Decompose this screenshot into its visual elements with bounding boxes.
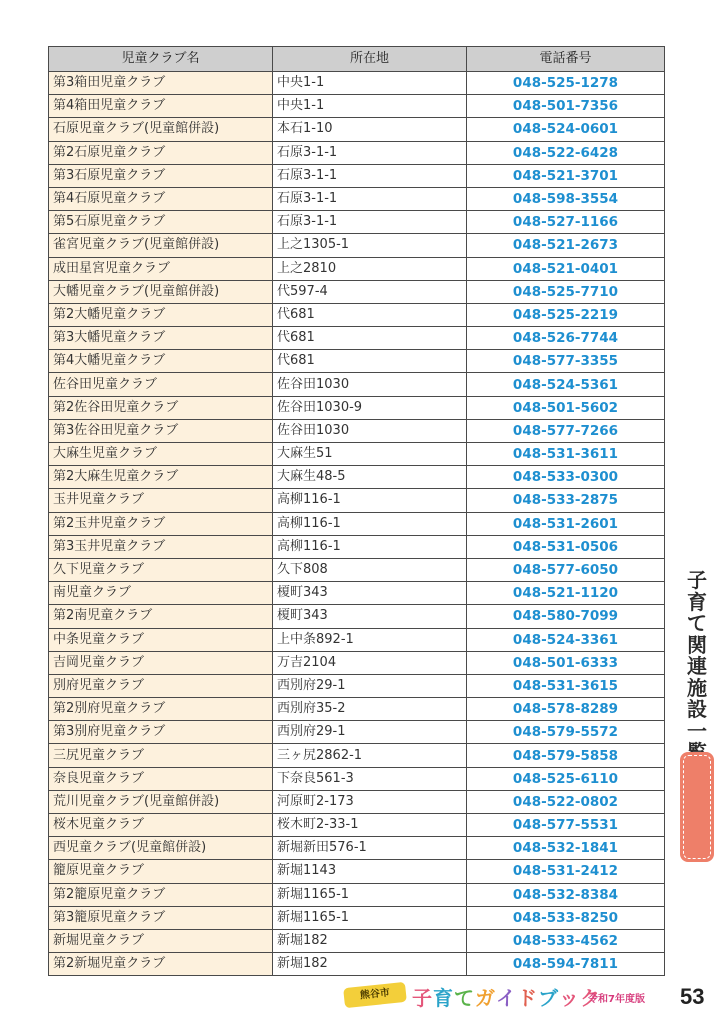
address-cell: 榎町343 — [273, 605, 467, 628]
table-row — [49, 837, 665, 860]
footer-edition: 令和7年度版 — [588, 994, 645, 1005]
phone-cell: 048-531-3611 — [467, 443, 665, 466]
phone-cell: 048-533-0300 — [467, 466, 665, 489]
address-cell: 石原3-1-1 — [273, 141, 467, 164]
table-row — [49, 605, 665, 628]
club-name-cell: 第2大麻生児童クラブ — [49, 466, 273, 489]
table-row — [49, 303, 665, 326]
phone-cell: 048-521-3701 — [467, 164, 665, 187]
phone-cell: 048-594-7811 — [467, 953, 665, 976]
phone-cell: 048-531-3615 — [467, 674, 665, 697]
club-name-cell: 第3大幡児童クラブ — [49, 327, 273, 350]
club-name-cell: 久下児童クラブ — [49, 558, 273, 581]
table-row — [49, 466, 665, 489]
club-name-cell: 吉岡児童クラブ — [49, 651, 273, 674]
table-row — [49, 350, 665, 373]
club-name-cell: 中条児童クラブ — [49, 628, 273, 651]
header-address: 所在地 — [273, 47, 467, 72]
club-name-cell: 三尻児童クラブ — [49, 744, 273, 767]
phone-cell: 048-526-7744 — [467, 327, 665, 350]
address-cell: 三ヶ尻2862-1 — [273, 744, 467, 767]
phone-cell: 048-524-3361 — [467, 628, 665, 651]
club-name-cell: 荒川児童クラブ(児童館併設) — [49, 790, 273, 813]
table-row — [49, 419, 665, 442]
table-row — [49, 721, 665, 744]
side-tab-title: 子 育 て 関 連 施 設 一 — [687, 568, 707, 743]
club-name-cell: 第4箱田児童クラブ — [49, 95, 273, 118]
table-row — [49, 211, 665, 234]
phone-cell: 048-525-1278 — [467, 72, 665, 95]
table-row — [49, 489, 665, 512]
address-cell: 石原3-1-1 — [273, 211, 467, 234]
table-row — [49, 443, 665, 466]
address-cell: 上之2810 — [273, 257, 467, 280]
club-name-cell: 第2玉井児童クラブ — [49, 512, 273, 535]
address-cell: 久下808 — [273, 558, 467, 581]
phone-cell: 048-525-2219 — [467, 303, 665, 326]
address-cell: 万吉2104 — [273, 651, 467, 674]
address-cell: 大麻生48-5 — [273, 466, 467, 489]
phone-cell: 048-578-8289 — [467, 698, 665, 721]
club-name-cell: 新堀児童クラブ — [49, 929, 273, 952]
table-header — [49, 47, 665, 72]
address-cell: 新堀182 — [273, 929, 467, 952]
club-name-cell: 桜木児童クラブ — [49, 814, 273, 837]
table-row — [49, 164, 665, 187]
table-row — [49, 141, 665, 164]
club-name-cell: 第4大幡児童クラブ — [49, 350, 273, 373]
footer-guidebook-logo: 子育てガイドブック — [412, 986, 601, 1010]
address-cell: 下奈良561-3 — [273, 767, 467, 790]
address-cell: 新堀1165-1 — [273, 883, 467, 906]
club-name-cell: 南児童クラブ — [49, 582, 273, 605]
table-row — [49, 883, 665, 906]
address-cell: 中央1-1 — [273, 95, 467, 118]
table-row — [49, 860, 665, 883]
phone-cell: 048-501-7356 — [467, 95, 665, 118]
phone-cell: 048-522-0802 — [467, 790, 665, 813]
table-row — [49, 929, 665, 952]
phone-cell: 048-598-3554 — [467, 187, 665, 210]
club-name-cell: 第2石原児童クラブ — [49, 141, 273, 164]
club-name-cell: 第3石原児童クラブ — [49, 164, 273, 187]
phone-cell: 048-533-8250 — [467, 906, 665, 929]
address-cell: 高柳116-1 — [273, 512, 467, 535]
table-row — [49, 953, 665, 976]
phone-cell: 048-522-6428 — [467, 141, 665, 164]
club-name-cell: 第2籠原児童クラブ — [49, 883, 273, 906]
club-name-cell: 奈良児童クラブ — [49, 767, 273, 790]
table-row — [49, 327, 665, 350]
phone-cell: 048-501-5602 — [467, 396, 665, 419]
table-row — [49, 257, 665, 280]
address-cell: 桜木町2-33-1 — [273, 814, 467, 837]
club-name-cell: 第5石原児童クラブ — [49, 211, 273, 234]
table-row — [49, 814, 665, 837]
phone-cell: 048-531-2601 — [467, 512, 665, 535]
table-row — [49, 535, 665, 558]
phone-cell: 048-531-2412 — [467, 860, 665, 883]
facility-table — [48, 46, 665, 976]
phone-cell: 048-580-7099 — [467, 605, 665, 628]
table-row — [49, 651, 665, 674]
phone-cell: 048-533-4562 — [467, 929, 665, 952]
phone-cell: 048-524-0601 — [467, 118, 665, 141]
address-cell: 佐谷田1030-9 — [273, 396, 467, 419]
club-name-cell: 玉井児童クラブ — [49, 489, 273, 512]
club-name-cell: 第3別府児童クラブ — [49, 721, 273, 744]
phone-cell: 048-577-5531 — [467, 814, 665, 837]
club-name-cell: 第3籠原児童クラブ — [49, 906, 273, 929]
club-name-cell: 第2別府児童クラブ — [49, 698, 273, 721]
phone-cell: 048-531-0506 — [467, 535, 665, 558]
club-name-cell: 第2大幡児童クラブ — [49, 303, 273, 326]
phone-cell: 048-521-2673 — [467, 234, 665, 257]
club-name-cell: 第2南児童クラブ — [49, 605, 273, 628]
address-cell: 上中条892-1 — [273, 628, 467, 651]
phone-cell: 048-524-5361 — [467, 373, 665, 396]
table-row — [49, 234, 665, 257]
phone-cell: 048-577-6050 — [467, 558, 665, 581]
address-cell: 代597-4 — [273, 280, 467, 303]
phone-cell: 048-579-5572 — [467, 721, 665, 744]
footer-city-badge: 熊谷市 — [343, 982, 407, 1008]
address-cell: 新堀1143 — [273, 860, 467, 883]
phone-cell: 048-577-7266 — [467, 419, 665, 442]
phone-cell: 048-525-6110 — [467, 767, 665, 790]
table-row — [49, 373, 665, 396]
club-name-cell: 第2佐谷田児童クラブ — [49, 396, 273, 419]
club-name-cell: 第3佐谷田児童クラブ — [49, 419, 273, 442]
table-row — [49, 72, 665, 95]
table-row — [49, 767, 665, 790]
address-cell: 西別府29-1 — [273, 674, 467, 697]
table-row — [49, 396, 665, 419]
phone-cell: 048-533-2875 — [467, 489, 665, 512]
phone-cell: 048-525-7710 — [467, 280, 665, 303]
club-name-cell: 第3箱田児童クラブ — [49, 72, 273, 95]
phone-cell: 048-532-1841 — [467, 837, 665, 860]
address-cell: 大麻生51 — [273, 443, 467, 466]
address-cell: 河原町2-173 — [273, 790, 467, 813]
phone-cell: 048-521-0401 — [467, 257, 665, 280]
address-cell: 代681 — [273, 327, 467, 350]
table-row — [49, 95, 665, 118]
phone-cell: 048-527-1166 — [467, 211, 665, 234]
table-row — [49, 512, 665, 535]
table-row — [49, 674, 665, 697]
table-row — [49, 628, 665, 651]
address-cell: 中央1-1 — [273, 72, 467, 95]
address-cell: 高柳116-1 — [273, 535, 467, 558]
club-name-cell: 大麻生児童クラブ — [49, 443, 273, 466]
header-club-name: 児童クラブ名 — [49, 47, 273, 72]
address-cell: 佐谷田1030 — [273, 419, 467, 442]
club-name-cell: 石原児童クラブ(児童館併設) — [49, 118, 273, 141]
address-cell: 西別府29-1 — [273, 721, 467, 744]
phone-cell: 048-532-8384 — [467, 883, 665, 906]
club-name-cell: 第3玉井児童クラブ — [49, 535, 273, 558]
club-name-cell: 籠原児童クラブ — [49, 860, 273, 883]
address-cell: 石原3-1-1 — [273, 164, 467, 187]
table-row — [49, 280, 665, 303]
table-row — [49, 187, 665, 210]
club-name-cell: 成田星宮児童クラブ — [49, 257, 273, 280]
address-cell: 石原3-1-1 — [273, 187, 467, 210]
address-cell: 高柳116-1 — [273, 489, 467, 512]
page-number: 53 — [680, 984, 705, 1009]
address-cell: 新堀新田576-1 — [273, 837, 467, 860]
address-cell: 佐谷田1030 — [273, 373, 467, 396]
table-body — [49, 72, 665, 976]
club-name-cell: 大幡児童クラブ(児童館併設) — [49, 280, 273, 303]
address-cell: 榎町343 — [273, 582, 467, 605]
phone-cell: 048-579-5858 — [467, 744, 665, 767]
phone-cell: 048-521-1120 — [467, 582, 665, 605]
header-row — [49, 47, 665, 72]
address-cell: 上之1305-1 — [273, 234, 467, 257]
club-name-cell: 別府児童クラブ — [49, 674, 273, 697]
table-row — [49, 558, 665, 581]
club-name-cell: 第4石原児童クラブ — [49, 187, 273, 210]
table-row — [49, 698, 665, 721]
address-cell: 本石1-10 — [273, 118, 467, 141]
club-name-cell: 第2新堀児童クラブ — [49, 953, 273, 976]
phone-cell: 048-577-3355 — [467, 350, 665, 373]
side-tab-marker — [680, 752, 714, 862]
header-phone: 電話番号 — [467, 47, 665, 72]
table-row — [49, 582, 665, 605]
phone-cell: 048-501-6333 — [467, 651, 665, 674]
address-cell: 新堀1165-1 — [273, 906, 467, 929]
address-cell: 代681 — [273, 303, 467, 326]
club-name-cell: 雀宮児童クラブ(児童館併設) — [49, 234, 273, 257]
table-row — [49, 790, 665, 813]
club-name-cell: 西児童クラブ(児童館併設) — [49, 837, 273, 860]
club-name-cell: 佐谷田児童クラブ — [49, 373, 273, 396]
table-row — [49, 118, 665, 141]
address-cell: 西別府35-2 — [273, 698, 467, 721]
table-row — [49, 744, 665, 767]
address-cell: 新堀182 — [273, 953, 467, 976]
address-cell: 代681 — [273, 350, 467, 373]
table-row — [49, 906, 665, 929]
